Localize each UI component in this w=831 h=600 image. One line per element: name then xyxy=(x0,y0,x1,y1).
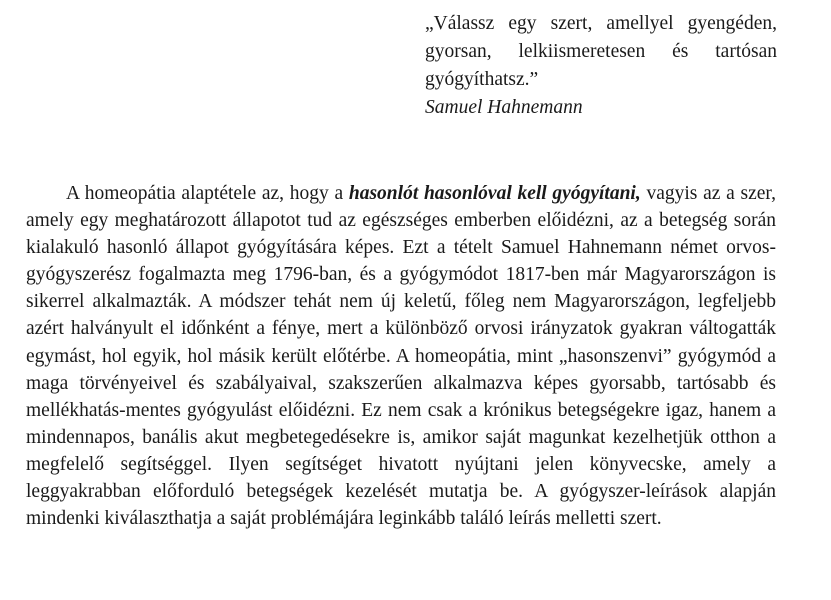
paragraph-text-rest: vagyis az a szer, amely egy meghatározott állapotot tud az egészséges emberben előidézni, az a betegség során kialakuló hasonló állapot gyógyítására képes. Ezt a tételt Samuel Hahnemann német orvos-gyógyszerész fogalmazta meg 1796-ban, és a gyógymódot 1817-ben már Magyarországon is sikerrel alkalmazták. A módszer tehát nem új keletű, főleg nem Magyarországon, legfeljebb azért halványult el időnként a fénye, mert a különböző orvosi irányzatok gyakran váltogatták egymást, hol egyik, hol másik került előtérbe. A homeopátia, mint „hasonszenvi” gyógymód a maga törvényeivel és szabályaival, szakszerűen alkalmazva képes gyorsabb, tartósabb és mellékhatás-mentes gyógyulást előidézni. Ez nem csak a krónikus betegségekre igaz, hanem a mindennapos, banális akut megbetegedésekre is, amikor saját magunkat kezelhetjük otthon a megfelelő segítséggel. Ilyen segítséget hivatott nyújtani jelen könyvecske, amely a leggyakrabban előforduló betegségek kezelését mutatja be. A gyógyszer-leírások alapján mindenki kiválaszthatja a saját problémájára leginkább találó leírás melletti szert. xyxy=(26,183,776,530)
body-paragraph xyxy=(26,180,776,532)
epigraph-quote: „Válassz egy szert, amellyel gyengéden, gyorsan, lelkiismeretesen és tartósan gyógyíthatsz.” xyxy=(425,13,777,90)
epigraph xyxy=(425,10,777,122)
paragraph-text-start: A homeopátia alaptétele az, hogy a xyxy=(66,183,349,204)
paragraph-emphasis: hasonlót hasonlóval kell gyógyítani, xyxy=(348,183,641,204)
epigraph-author: Samuel Hahnemann xyxy=(425,97,583,118)
